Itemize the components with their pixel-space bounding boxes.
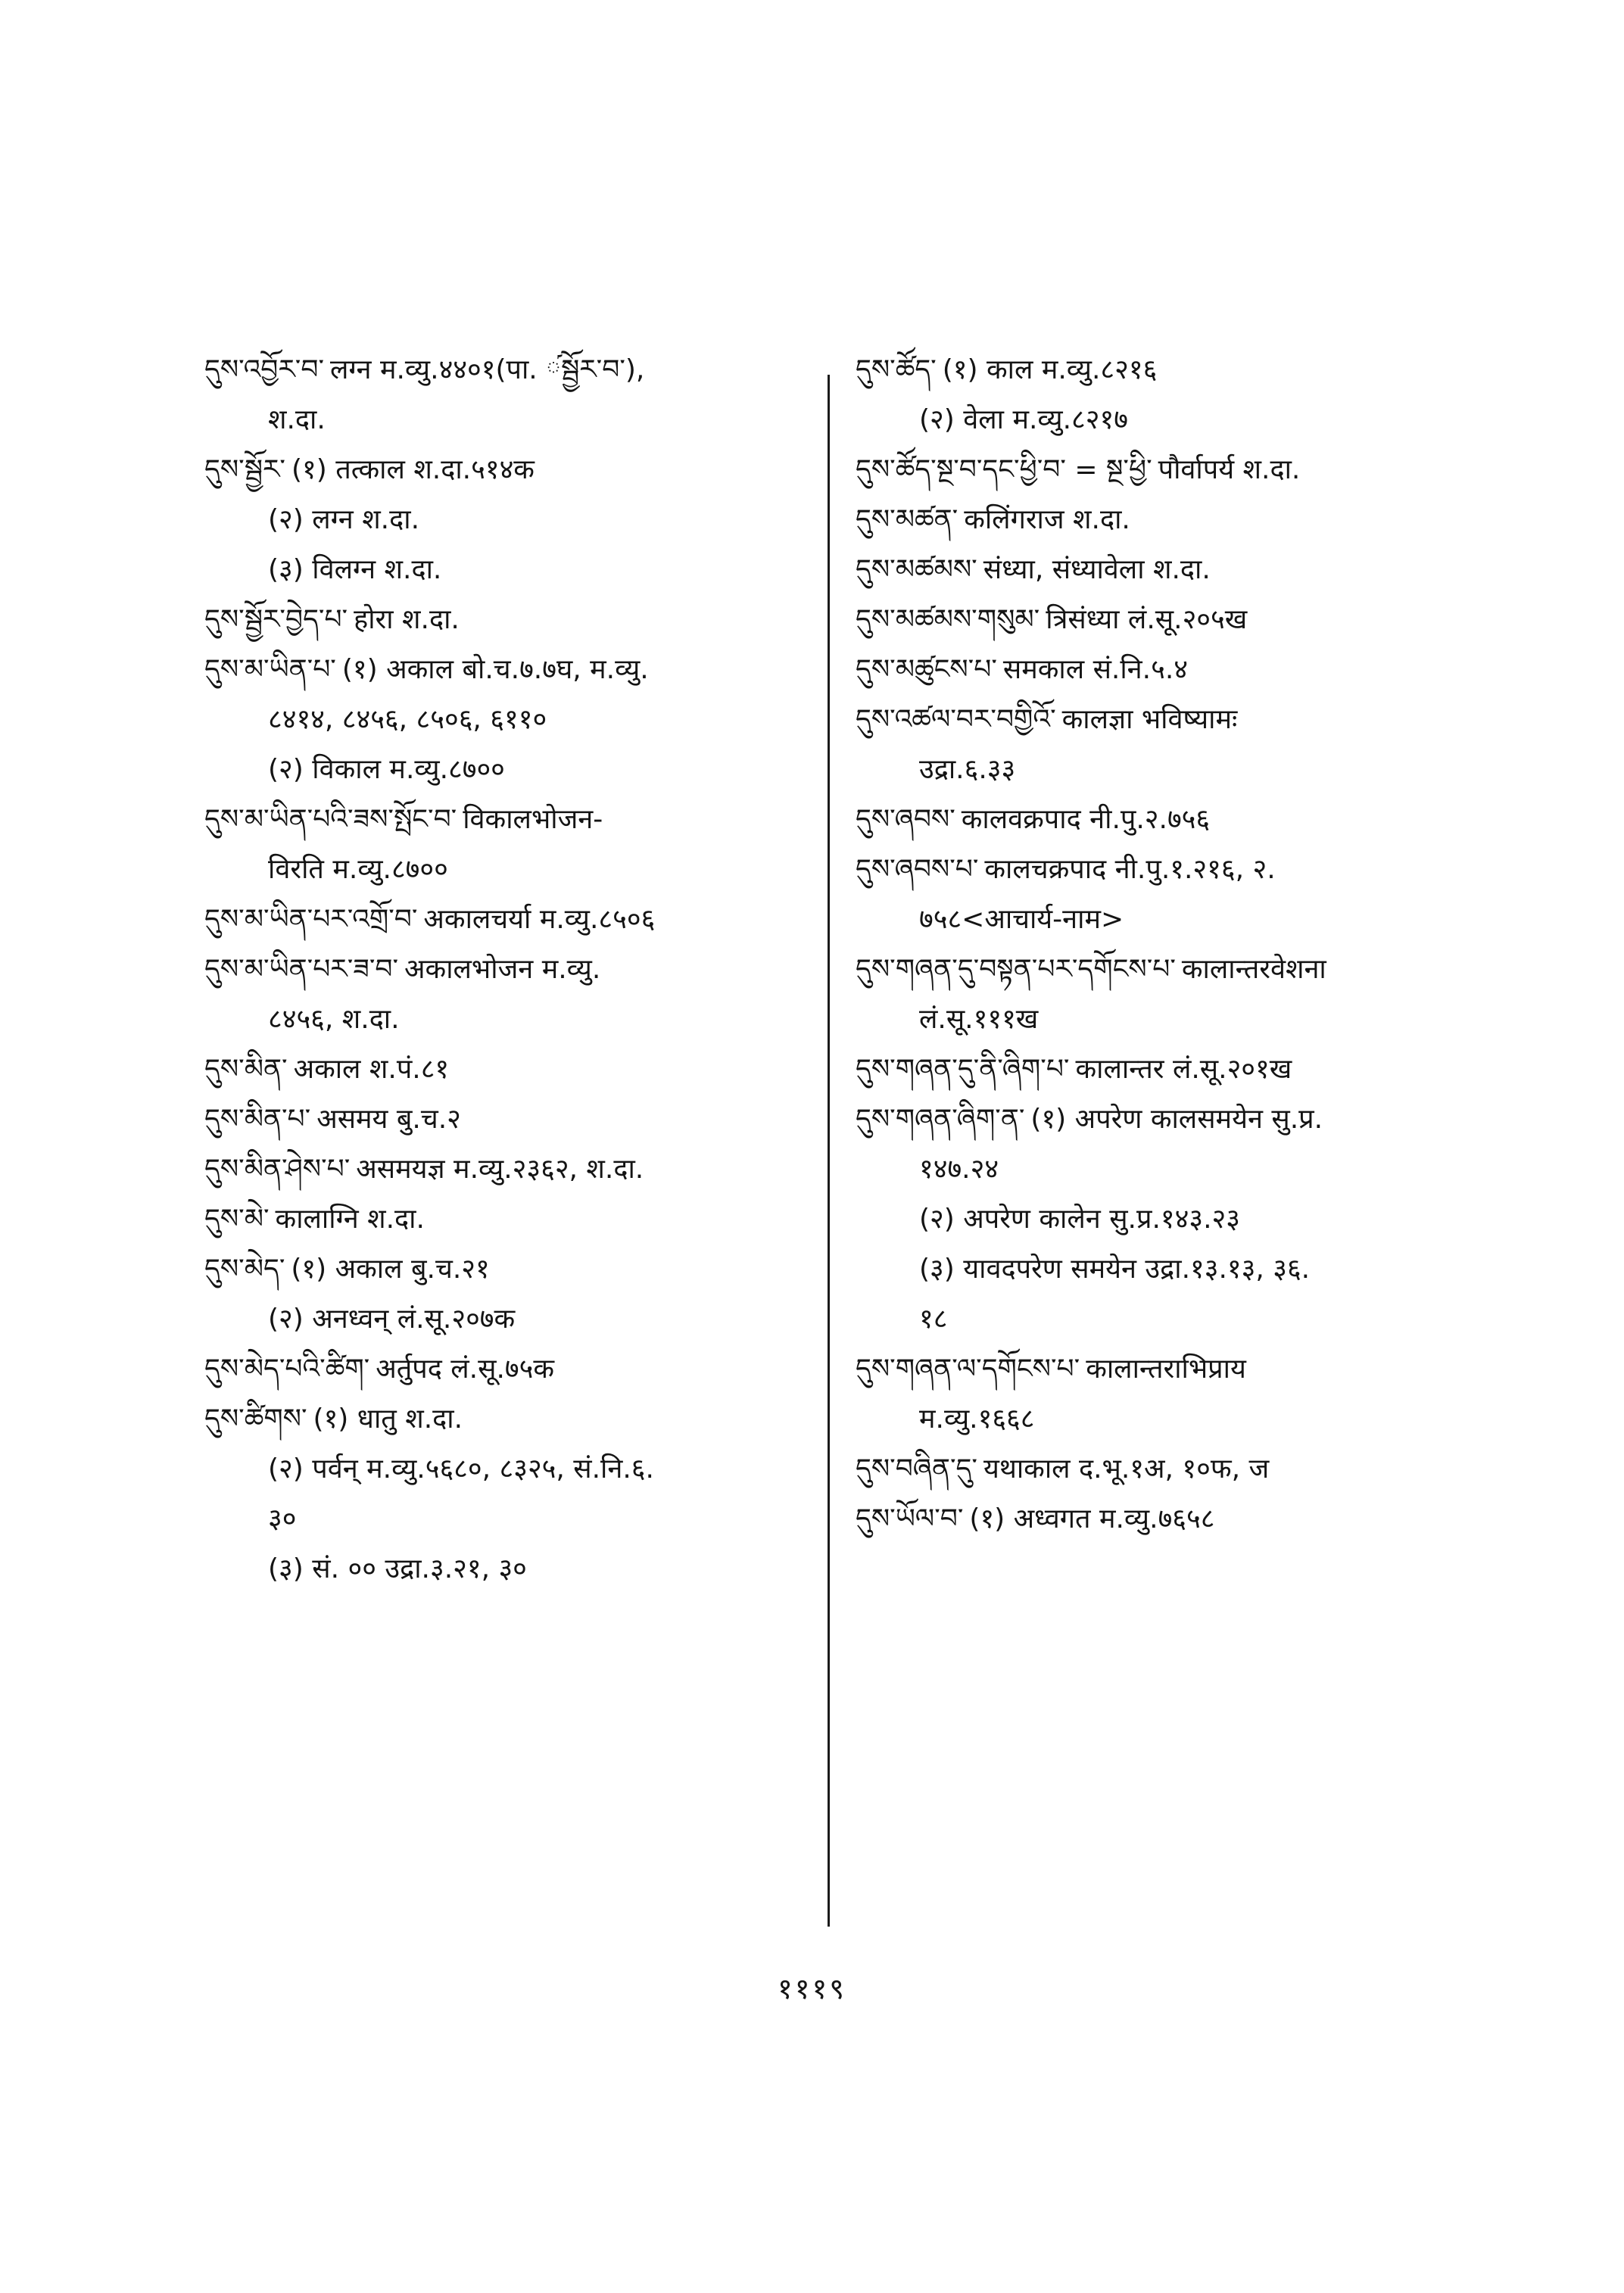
dictionary-entry [856,604,1484,636]
sanskrit-gloss: कालान्तराभिप्राय [1086,1354,1246,1385]
tibetan-headword: དུས་མིན་ [204,1054,288,1085]
sub-sense-text: (२) अनध्वन् लं.सू.२०७क [268,1304,516,1335]
sanskrit-gloss: संध्या, संध्यावेला श.दा. [983,554,1211,585]
sub-sense [204,1553,833,1585]
tibetan-headword: དུས་སྦྱོར་བྱེད་པ་ [204,604,348,635]
dictionary-entry [856,804,1484,836]
sanskrit-gloss: अकाल श.पं.८१ [293,1054,450,1085]
sanskrit-gloss: पौर्वापर्य श.दा. [1158,454,1301,485]
sanskrit-gloss: (१) अध्वगत म.व्यु.७६५८ [969,1503,1215,1534]
dictionary-entry [856,554,1484,586]
tibetan-headword: དུས་གཞན་དུ་བསྟན་པར་དགོངས་པ་ [856,954,1176,985]
tibetan-headword: དུས་ཡོལ་བ་ [856,1503,964,1534]
tibetan-headword: དུས་མཚུངས་པ་ [856,654,997,685]
tibetan-headword: དུས་ཞབས་ [856,804,955,835]
sanskrit-gloss: (१) अकाल बु.च.२१ [291,1254,490,1285]
sub-sense-text: (२) लग्न श.दा. [268,504,420,535]
dictionary-entry [856,1354,1484,1435]
tibetan-headword: དུས་ཚོད་ [856,354,937,385]
sub-sense-text: (२) पर्वन् म.व्यु.५६८०, ८३२५, सं.नि.६. [268,1453,654,1485]
continuation-line: ३० [268,1503,297,1534]
tibetan-headword: དུས་མེད་པའི་ཚིག་ [204,1354,370,1385]
sub-sense-text: (२) विकाल म.व्यु.८७०० [268,754,505,785]
continuation-line: उद्रा.६.३३ [919,754,1016,785]
sub-sense-text: (२) वेला म.व्यु.८२१७ [919,404,1128,435]
sanskrit-gloss: समकाल सं.नि.५.४ [1002,654,1188,685]
dictionary-entry [856,704,1484,786]
sanskrit-gloss: कालचक्रपाद नी.पु.१.२१६, २. [984,854,1276,885]
sanskrit-gloss: कालान्तर लं.सू.२०१ख [1075,1054,1292,1085]
dictionary-entry [856,1503,1484,1535]
sanskrit-gloss: अकालचर्या म.व्यु.८५०६ [423,904,656,935]
sanskrit-gloss: कालवक्रपाद नी.पु.२.७५६ [961,804,1211,835]
dictionary-entry [856,354,1484,386]
dictionary-entry [856,954,1484,1036]
dictionary-entry [856,854,1484,936]
tibetan-headword: དུས་ཞབས་པ་ [856,854,979,885]
tibetan-headword: དུས་སྦྱོར་ [204,454,285,485]
sub-sense [204,1453,833,1535]
sanskrit-gloss: (१) अकाल बो.च.७.७घ, म.व्यु. [341,654,649,685]
sanskrit-gloss: असमय बु.च.२ [316,1104,461,1135]
sanskrit-gloss: कालज्ञा भविष्यामः [1061,704,1238,735]
continuation-line: ८४५६, श.दा. [268,1004,400,1035]
continuation-line: १८ [919,1304,948,1335]
dictionary-entry [856,1453,1484,1485]
sanskrit-gloss: कालाग्नि श.दा. [275,1204,425,1235]
tibetan-headword: དུས་མ་ཡིན་པར་ཟ་བ་ [204,954,399,985]
tibetan-headword: དུས་གཞན་ལ་དགོངས་པ་ [856,1354,1080,1385]
continuation-line: ७५८<आचार्य-नाम> [919,904,1124,935]
continuation-line: म.व्यु.१६६८ [919,1404,1035,1435]
sub-sense [204,504,833,536]
dictionary-entry [204,954,833,1036]
sanskrit-gloss: कालान्तरवेशना [1181,954,1326,985]
tibetan-headword: དུས་ཚོད་སྔ་བ་དང་ཕྱི་བ་ = སྔ་ཕྱི་ [856,454,1152,485]
column-divider [828,375,830,1927]
dictionary-entry [856,1054,1484,1086]
tibetan-headword: དུས་བཞིན་དུ་ [856,1453,977,1485]
tibetan-headword: དུས་མ་ཡིན་པར་འགྲོ་བ་ [204,904,418,935]
sanskrit-gloss: (१) काल म.व्यु.८२१६ [942,354,1158,385]
sub-sense-text: (३) विलग्न श.दा. [268,554,442,585]
sanskrit-gloss: असमयज्ञ म.व्यु.२३६२, श.दा. [356,1154,644,1185]
sanskrit-gloss: (१) धातु श.दा. [313,1404,463,1435]
dictionary-entry [204,1104,833,1136]
sub-sense-text: (३) सं. ०० उद्रा.३.२१, ३० [268,1553,527,1584]
continuation-line: लं.सू.१११ख [919,1004,1039,1035]
dictionary-entry [204,454,833,486]
dictionary-entry [856,454,1484,486]
continuation-line: ८४१४, ८४५६, ८५०६, ६११० [268,704,547,735]
continuation-line: विरति म.व्यु.८७०० [268,854,448,885]
tibetan-headword: དུས་མ་ཡིན་པ་ [204,654,336,685]
sub-sense [204,554,833,586]
dictionary-entry [204,1204,833,1235]
dictionary-entry [204,904,833,936]
tibetan-headword: དུས་མཚམས་ [856,554,977,585]
dictionary-entry [204,1154,833,1185]
sub-sense [856,404,1484,436]
continuation-line: श.दा. [268,404,326,435]
dictionary-entry [856,1104,1484,1185]
sub-sense [204,1304,833,1335]
tibetan-headword: དུས་གཞན་ཞིག་ན་ [856,1104,1025,1135]
tibetan-headword: དུས་མེད་ [204,1254,285,1285]
left-column [204,354,833,1603]
sanskrit-gloss: यथाकाल द.भू.१अ, १०फ, ज [983,1453,1270,1485]
dictionary-entry [204,1354,833,1385]
sub-sense [856,1204,1484,1235]
tibetan-headword: དུས་ཚིགས་ [204,1404,307,1435]
dictionary-entry [204,654,833,736]
sanskrit-gloss: होरा श.दा. [354,604,460,635]
tibetan-headword: དུས་གཞན་དུ་ནི་ཞིག་པ་ [856,1054,1070,1085]
dictionary-entry [856,654,1484,686]
continuation-line: १४७.२४ [919,1154,999,1185]
sub-sense-text: (२) अपरेण कालेन सु.प्र.१४३.२३ [919,1204,1240,1235]
dictionary-entry [856,504,1484,536]
sub-sense-text: (३) यावदपरेण समयेन उद्रा.१३.१३, ३६. [919,1254,1311,1285]
sub-sense [856,1254,1484,1335]
tibetan-headword: དུས་མཚན་ [856,504,959,535]
tibetan-headword: དུས་མིན་པ་ [204,1104,311,1135]
sanskrit-gloss: अकालभोजन म.व्यु. [404,954,601,985]
tibetan-headword: དུས་མིན་ཤེས་པ་ [204,1154,351,1185]
tibetan-headword: དུས་མཚམས་གསུམ་ [856,604,1040,635]
sub-sense [204,754,833,786]
sanskrit-gloss: अर्तुपद लं.सू.७५क [376,1354,554,1385]
sanskrit-gloss: त्रिसंध्या लं.सू.२०५ख [1046,604,1248,635]
page-number: १११९ [777,1972,847,2005]
sanskrit-gloss: कलिंगराज श.दा. [964,504,1130,535]
dictionary-entry [204,804,833,886]
dictionary-entry [204,604,833,636]
sanskrit-gloss: लग्न म.व्यु.४४०१(पा. ༹སྦྱོར་བ་), [330,354,645,385]
sanskrit-gloss: विकालभोजन- [463,804,603,835]
dictionary-entry [204,1404,833,1435]
dictionary-entry [204,1254,833,1285]
tibetan-headword: དུས་འབྱོར་བ་ [204,354,325,385]
tibetan-headword: དུས་མ་ཡིན་པའི་ཟས་སྤོང་བ་ [204,804,457,835]
right-column [856,354,1484,1553]
tibetan-headword: དུས་མེ་ [204,1204,270,1235]
sanskrit-gloss: (१) तत्काल श.दा.५१४क [291,454,535,485]
sanskrit-gloss: (१) अपरेण कालसमयेन सु.प्र. [1030,1104,1323,1135]
dictionary-entry [204,354,833,436]
dictionary-entry [204,1054,833,1086]
tibetan-headword: དུས་འཚལ་བར་བགྱིའོ་ [856,704,1056,735]
